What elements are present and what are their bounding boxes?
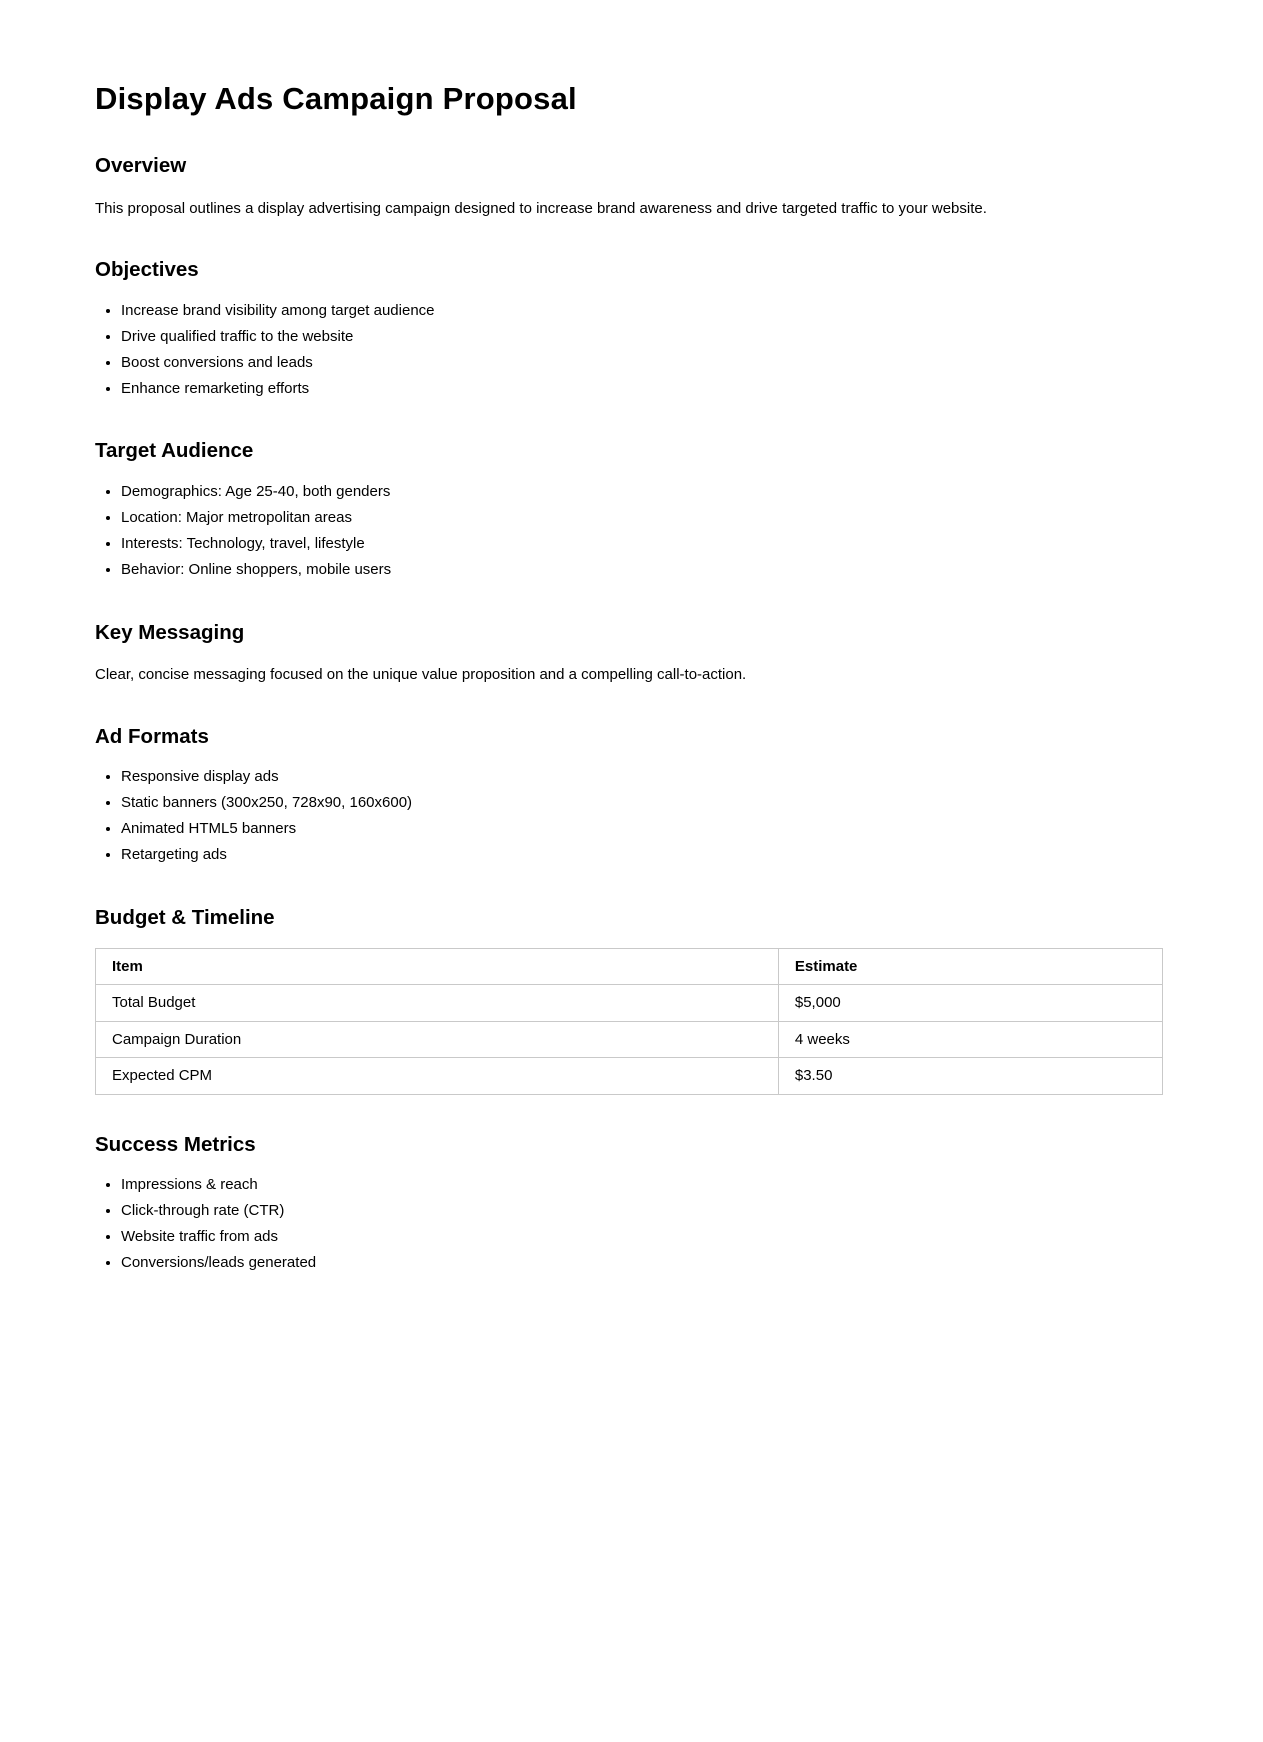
table-header-estimate: Estimate	[778, 948, 1162, 985]
section-heading-ad-formats: Ad Formats	[95, 724, 209, 748]
table-cell-estimate: $5,000	[778, 985, 1162, 1022]
list-item: • Impressions & reach	[121, 1172, 1163, 1198]
section-heading-target-audience: Target Audience	[95, 439, 254, 463]
list-item: • Location: Major metropolitan areas	[121, 505, 1163, 531]
table-cell-item: Expected CPM	[96, 1058, 779, 1095]
key-messaging-paragraph: Clear, concise messaging focused on the unique value proposition and a compelling call-to-action.	[95, 666, 747, 684]
section-heading-objectives: Objectives	[95, 258, 199, 282]
list-item: • Interests: Technology, travel, lifestyle	[121, 531, 1163, 557]
table-header-row	[96, 948, 1163, 985]
list-item: • Boost conversions and leads	[121, 350, 1163, 376]
list-item: • Static banners (300x250, 728x90, 160x600)	[121, 790, 1163, 816]
list-item: • Animated HTML5 banners	[121, 816, 1163, 842]
list-item: • Website traffic from ads	[121, 1224, 1163, 1250]
list-item: • Increase brand visibility among target audience	[121, 298, 1163, 324]
section-heading-key-messaging: Key Messaging	[95, 620, 245, 644]
budget-table	[95, 948, 1163, 1095]
success-metrics-list	[95, 1172, 1163, 1276]
table-cell-estimate: 4 weeks	[778, 1021, 1162, 1058]
page-title: Display Ads Campaign Proposal	[95, 81, 577, 116]
section-overview	[95, 154, 1163, 220]
ad-formats-list	[95, 764, 1163, 868]
section-budget-timeline	[95, 906, 1163, 1095]
section-heading-success-metrics: Success Metrics	[95, 1132, 256, 1156]
table-cell-estimate: $3.50	[778, 1058, 1162, 1095]
list-item: • Conversions/leads generated	[121, 1250, 1163, 1276]
section-heading-budget-timeline: Budget & Timeline	[95, 906, 275, 930]
section-success-metrics	[95, 1133, 1163, 1276]
table-cell-item: Campaign Duration	[96, 1021, 779, 1058]
section-heading-overview: Overview	[95, 154, 187, 178]
overview-paragraph: This proposal outlines a display advertising campaign designed to increase brand awareness and drive targeted traffic to your website.	[95, 199, 987, 217]
list-item: • Demographics: Age 25-40, both genders	[121, 479, 1163, 505]
section-key-messaging	[95, 621, 1163, 687]
list-item: • Click-through rate (CTR)	[121, 1198, 1163, 1224]
list-item: • Drive qualified traffic to the website	[121, 324, 1163, 350]
table-cell-item: Total Budget	[96, 985, 779, 1022]
section-objectives	[95, 258, 1163, 401]
list-item: • Responsive display ads	[121, 764, 1163, 790]
objectives-list	[95, 298, 1163, 402]
table-row	[96, 1058, 1163, 1095]
list-item: • Enhance remarketing efforts	[121, 376, 1163, 402]
table-row	[96, 1021, 1163, 1058]
section-ad-formats	[95, 725, 1163, 868]
target-audience-list	[95, 479, 1163, 583]
list-item: • Retargeting ads	[121, 842, 1163, 868]
table-header-item: Item	[96, 948, 779, 985]
section-target-audience	[95, 439, 1163, 582]
list-item: • Behavior: Online shoppers, mobile users	[121, 557, 1163, 583]
table-row	[96, 985, 1163, 1022]
